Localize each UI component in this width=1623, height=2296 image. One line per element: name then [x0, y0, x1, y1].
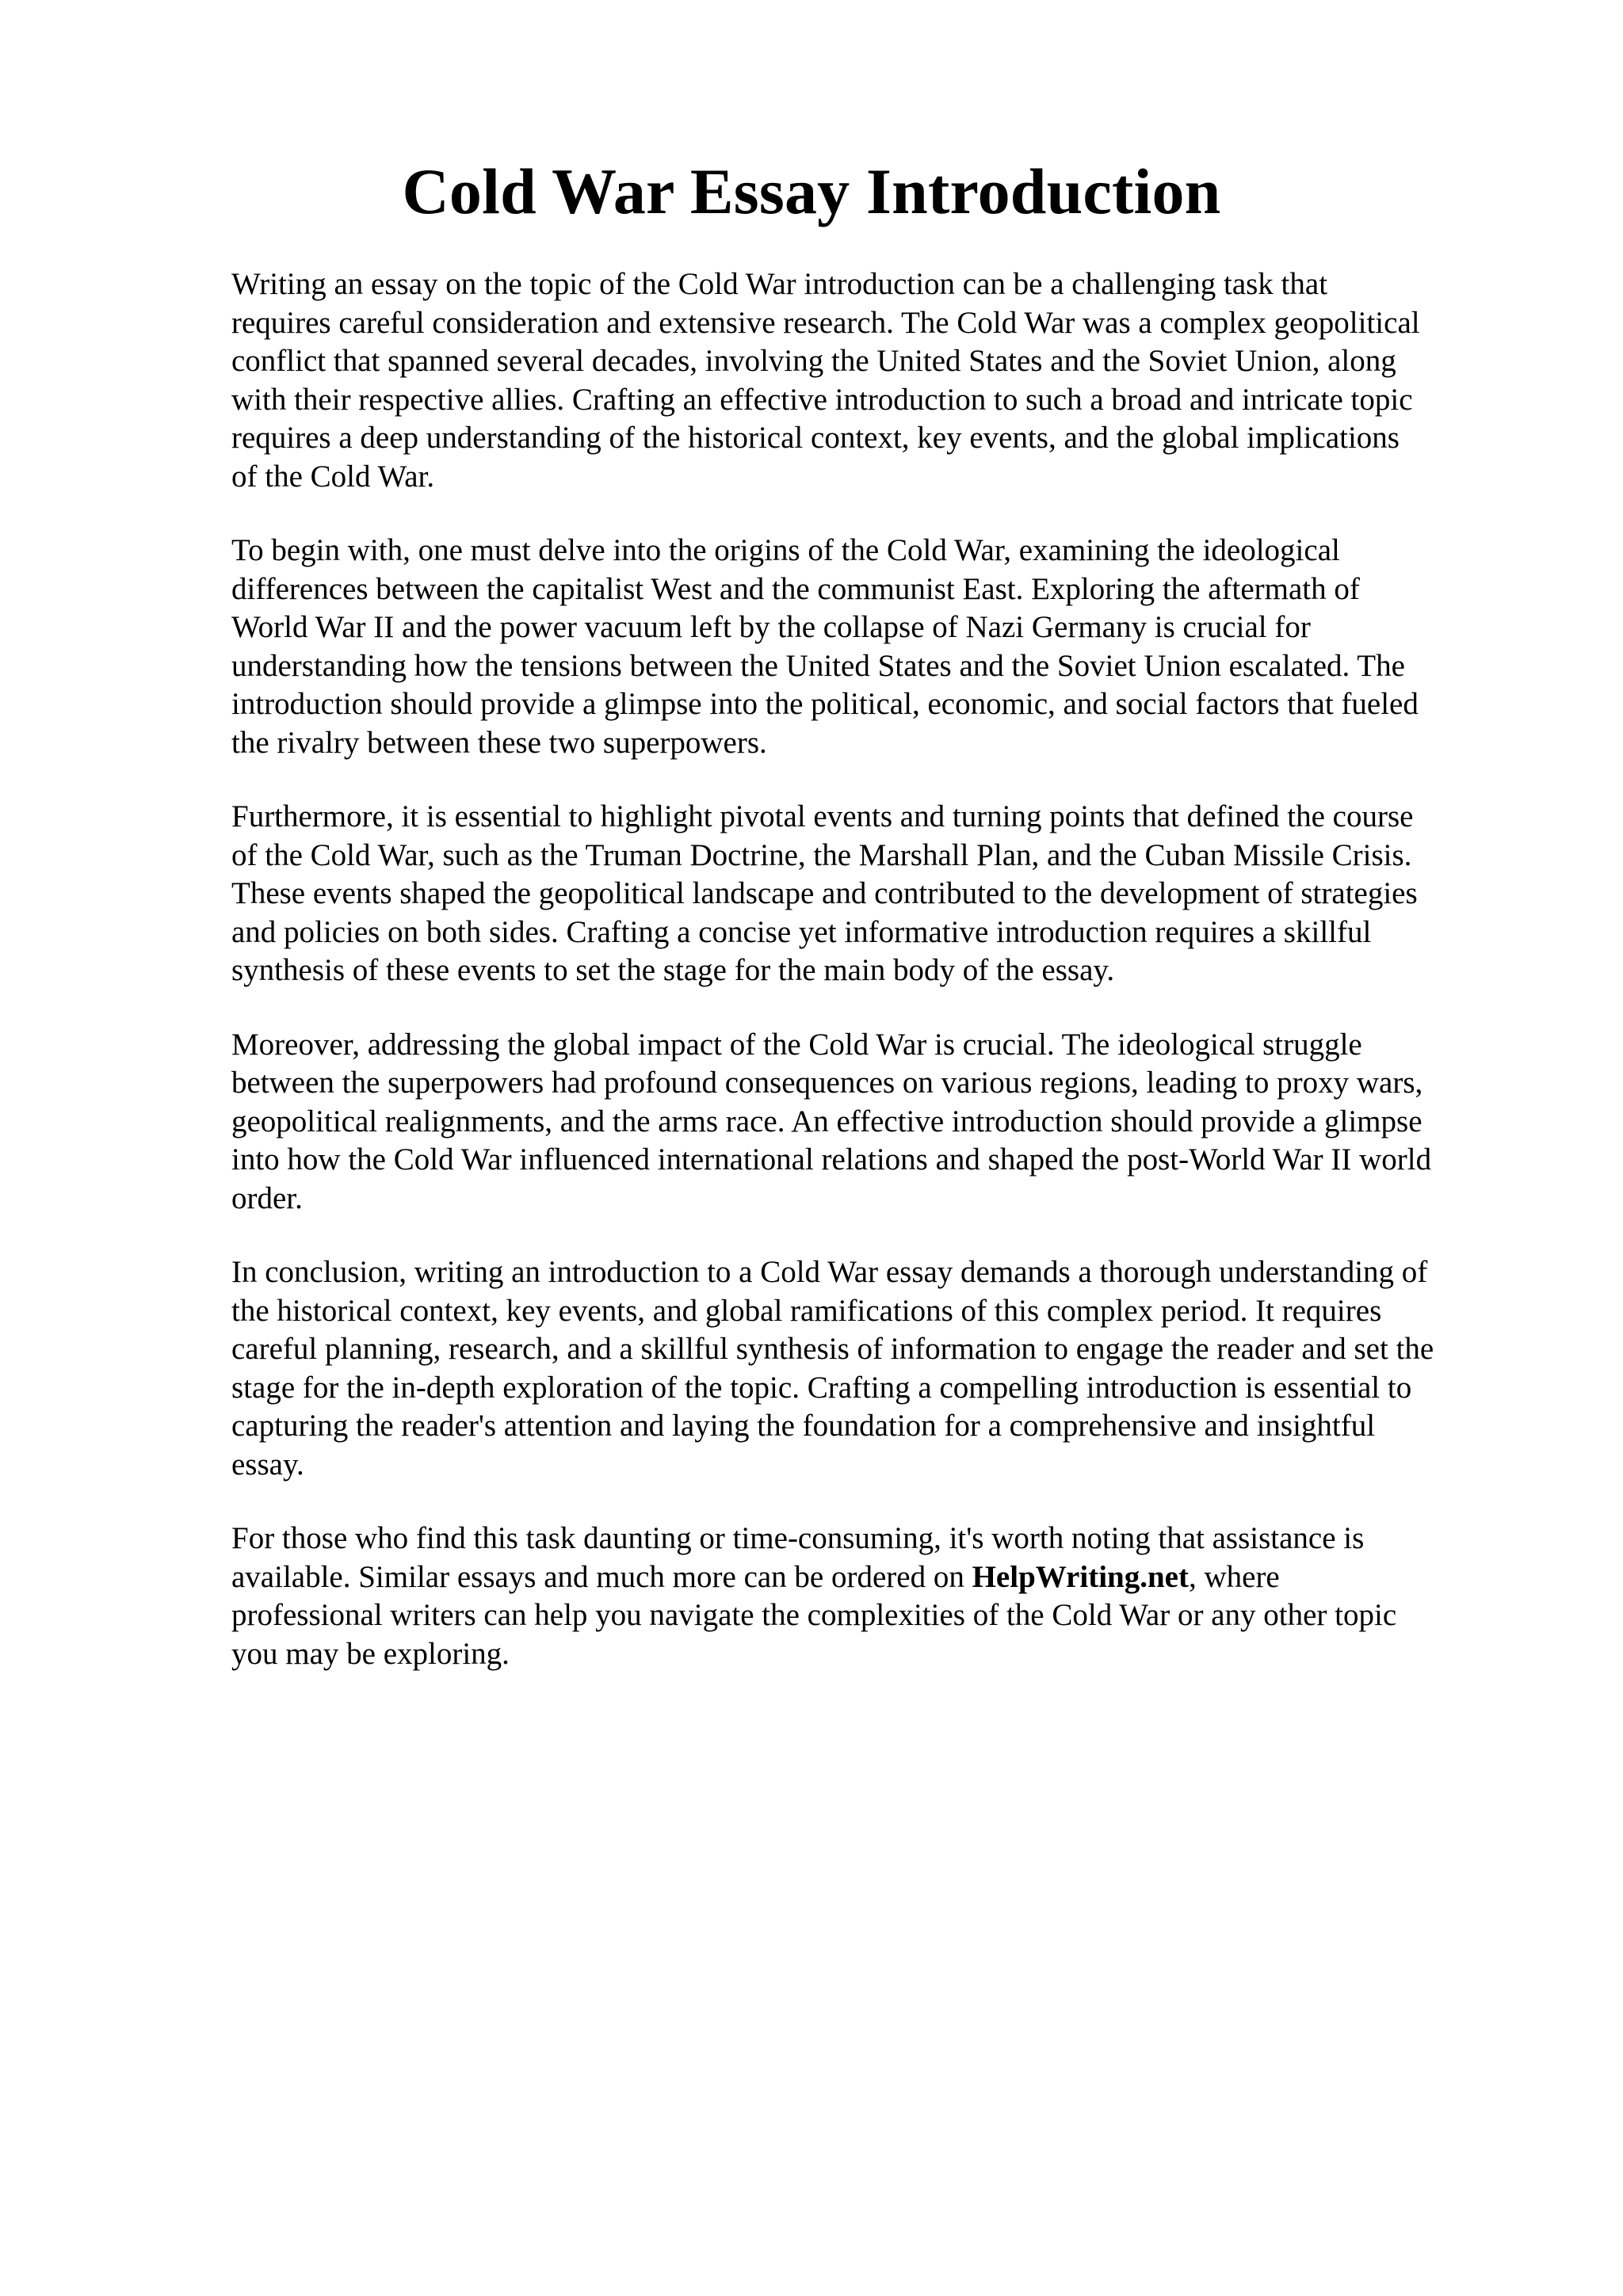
paragraph-1 — [231, 265, 1531, 496]
page-title: Cold War Essay Introduction — [402, 155, 1221, 227]
text-line: These events shaped the geopolitical landscape and contributed to the development of strategies — [231, 876, 1418, 910]
closing-text-before-link: available. Similar essays and much more can be ordered on — [231, 1559, 972, 1594]
text-line: of the Cold War, such as the Truman Doctrine, the Marshall Plan, and the Cuban Missile Crisis. — [231, 837, 1412, 872]
text-line: stage for the in-depth exploration of the topic. Crafting a compelling introduction is essential to — [231, 1370, 1412, 1405]
text-line: introduction should provide a glimpse into the political, economic, and social factors that fueled — [231, 687, 1419, 721]
text-line: with their respective allies. Crafting an effective introduction to such a broad and intricate topic — [231, 382, 1413, 417]
paragraph-5 — [231, 1253, 1531, 1484]
text-line: synthesis of these events to set the stage for the main body of the essay. — [231, 953, 1115, 987]
paragraph-2 — [231, 532, 1531, 762]
text-line: requires a deep understanding of the historical context, key events, and the global implications — [231, 421, 1400, 455]
text-line: conflict that spanned several decades, involving the United States and the Soviet Union, along — [231, 344, 1396, 378]
text-line: you may be exploring. — [231, 1636, 510, 1671]
helpwriting-link[interactable]: HelpWriting.net — [972, 1559, 1189, 1594]
text-line: and policies on both sides. Crafting a concise yet informative introduction requires a skillful — [231, 914, 1372, 949]
text-line: the historical context, key events, and global ramifications of this complex period. It requires — [231, 1293, 1382, 1328]
text-line: professional writers can help you navigate the complexities of the Cold War or any other topic — [231, 1598, 1397, 1632]
closing-text-after-link: , where — [1188, 1559, 1280, 1594]
text-line: Moreover, addressing the global impact of the Cold War is crucial. The ideological struggle — [231, 1027, 1362, 1062]
text-line: For those who find this task daunting or time-consuming, it's worth noting that assistance is — [231, 1521, 1365, 1555]
text-line: order. — [231, 1180, 303, 1215]
closing-paragraph — [231, 1520, 1531, 1673]
text-line: World War II and the power vacuum left by the collapse of Nazi Germany is crucial for — [231, 610, 1311, 644]
essay-body — [231, 265, 1531, 1709]
text-line: geopolitical realignments, and the arms race. An effective introduction should provide a glimpse — [231, 1104, 1423, 1138]
text-line: into how the Cold War influenced international relations and shaped the post-World War II world — [231, 1142, 1432, 1177]
paragraph-4 — [231, 1026, 1531, 1219]
text-line: careful planning, research, and a skillful synthesis of information to engage the reader and set the — [231, 1332, 1434, 1366]
text-line: requires careful consideration and extensive research. The Cold War was a complex geopolitical — [231, 305, 1420, 340]
text-line: the rivalry between these two superpowers. — [231, 725, 767, 760]
text-line: capturing the reader's attention and laying the foundation for a comprehensive and insightful — [231, 1409, 1376, 1443]
text-line: In conclusion, writing an introduction to a Cold War essay demands a thorough understanding of — [231, 1255, 1428, 1289]
text-line: of the Cold War. — [231, 459, 435, 494]
paragraph-3 — [231, 798, 1531, 990]
text-line: Furthermore, it is essential to highlight pivotal events and turning points that defined the course — [231, 799, 1414, 833]
text-line: Writing an essay on the topic of the Cold War introduction can be a challenging task that — [231, 267, 1328, 301]
text-line: differences between the capitalist West and the communist East. Exploring the aftermath of — [231, 571, 1360, 606]
text-line: between the superpowers had profound consequences on various regions, leading to proxy wars, — [231, 1066, 1423, 1100]
text-line: To begin with, one must delve into the origins of the Cold War, examining the ideological — [231, 533, 1340, 567]
text-line: essay. — [231, 1447, 304, 1482]
text-line — [231, 1558, 1531, 1597]
text-line: understanding how the tensions between the United States and the Soviet Union escalated. The — [231, 648, 1405, 683]
